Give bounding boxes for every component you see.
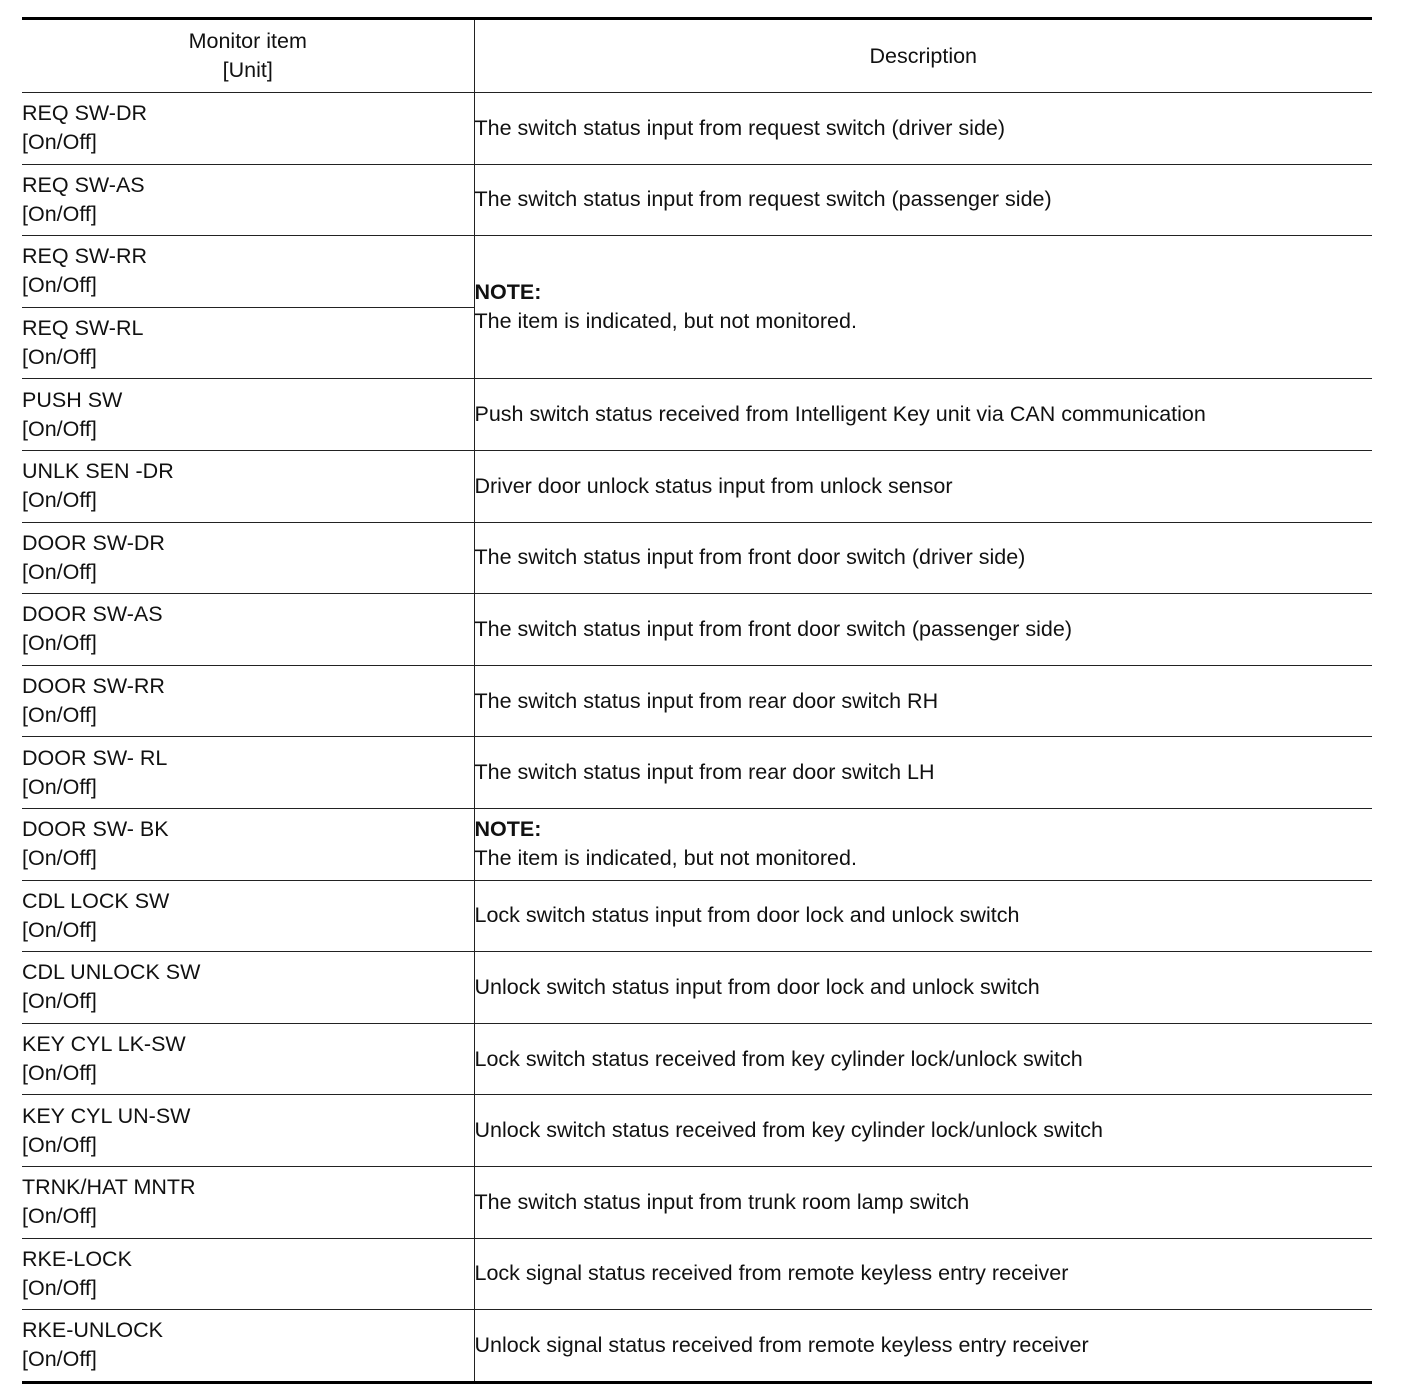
note-text: The item is indicated, but not monitored. [474, 309, 857, 334]
table-row [22, 93, 1372, 165]
table-row [22, 1238, 1372, 1310]
description-cell: The switch status input from request switch (passenger side) [474, 164, 1372, 236]
monitor-item-unit: [On/Off] [22, 488, 97, 513]
monitor-item-unit: [On/Off] [22, 846, 97, 871]
monitor-item-unit: [On/Off] [22, 917, 97, 942]
table-header-row [22, 19, 1372, 93]
monitor-item-unit: [On/Off] [22, 130, 97, 155]
monitor-item-unit: [On/Off] [22, 631, 97, 656]
monitor-item-name: RKE-UNLOCK [22, 1318, 163, 1343]
monitor-item-unit: [On/Off] [22, 1132, 97, 1157]
monitor-item-name: DOOR SW- BK [22, 817, 169, 842]
table-row [22, 522, 1372, 594]
monitor-item-unit: [On/Off] [22, 416, 97, 441]
description-cell: Driver door unlock status input from unlock sensor [474, 450, 1372, 522]
table-row [22, 1095, 1372, 1167]
monitor-item-cell [22, 1095, 474, 1167]
monitor-item-unit: [On/Off] [22, 1275, 97, 1300]
description-cell: Unlock switch status received from key cylinder lock/unlock switch [474, 1095, 1372, 1167]
table-row [22, 1166, 1372, 1238]
monitor-item-name: CDL LOCK SW [22, 888, 170, 913]
monitor-item-cell [22, 522, 474, 594]
monitor-item-name: TRNK/HAT MNTR [22, 1175, 196, 1200]
description-cell: Lock switch status received from key cylinder lock/unlock switch [474, 1023, 1372, 1095]
monitor-item-cell [22, 1310, 474, 1383]
description-cell: The switch status input from front door switch (driver side) [474, 522, 1372, 594]
monitor-item-name: REQ SW-DR [22, 101, 148, 126]
header-monitor-item-label: Monitor item [188, 29, 307, 53]
table-row [22, 952, 1372, 1024]
monitor-item-name: CDL UNLOCK SW [22, 960, 201, 985]
monitor-item-name: RKE-LOCK [22, 1246, 132, 1271]
monitor-item-name: REQ SW-AS [22, 172, 145, 197]
monitor-item-cell [22, 379, 474, 451]
monitor-item-name: DOOR SW- RL [22, 745, 168, 770]
table-row [22, 450, 1372, 522]
description-cell: The switch status input from request switch (driver side) [474, 93, 1372, 165]
monitor-item-unit: [On/Off] [22, 774, 97, 799]
monitor-item-cell [22, 236, 474, 308]
monitor-item-cell [22, 952, 474, 1024]
description-cell: The switch status input from front door switch (passenger side) [474, 594, 1372, 666]
header-monitor-item [22, 19, 474, 93]
note-cell [474, 808, 1372, 880]
table-row [22, 379, 1372, 451]
monitor-item-cell [22, 880, 474, 952]
table-row [22, 594, 1372, 666]
monitor-item-name: UNLK SEN -DR [22, 459, 174, 484]
monitor-item-unit: [On/Off] [22, 703, 97, 728]
table-row [22, 808, 1372, 880]
monitor-item-name: REQ SW-RR [22, 244, 148, 269]
table-row [22, 236, 1372, 308]
table-row [22, 1023, 1372, 1095]
monitor-item-unit: [On/Off] [22, 201, 97, 226]
table-row [22, 164, 1372, 236]
monitor-item-cell [22, 1238, 474, 1310]
monitor-item-cell [22, 1166, 474, 1238]
monitor-item-cell [22, 594, 474, 666]
description-cell: Lock signal status received from remote keyless entry receiver [474, 1238, 1372, 1310]
monitor-item-cell [22, 737, 474, 809]
note-cell [474, 236, 1372, 379]
header-unit-label: [Unit] [222, 58, 273, 82]
monitor-item-cell [22, 93, 474, 165]
description-cell: Push switch status received from Intelligent Key unit via CAN communication [474, 379, 1372, 451]
monitor-item-name: KEY CYL UN-SW [22, 1103, 191, 1128]
description-cell: Unlock signal status received from remote keyless entry receiver [474, 1310, 1372, 1383]
table-row [22, 880, 1372, 952]
note-text: The item is indicated, but not monitored. [474, 846, 857, 871]
monitor-item-cell [22, 665, 474, 737]
monitor-item-unit: [On/Off] [22, 989, 97, 1014]
description-cell: Lock switch status input from door lock and unlock switch [474, 880, 1372, 952]
monitor-item-cell [22, 307, 474, 379]
monitor-item-name: DOOR SW-DR [22, 530, 165, 555]
monitor-item-cell [22, 1023, 474, 1095]
description-cell: The switch status input from trunk room lamp switch [474, 1166, 1372, 1238]
monitor-item-unit: [On/Off] [22, 273, 97, 298]
monitor-table [22, 17, 1372, 1384]
monitor-item-cell [22, 164, 474, 236]
description-cell: The switch status input from rear door switch RH [474, 665, 1372, 737]
table-row [22, 1310, 1372, 1383]
monitor-item-name: DOOR SW-RR [22, 674, 165, 699]
header-description: Description [869, 43, 978, 68]
note-label: NOTE: [474, 817, 542, 842]
note-label: NOTE: [474, 280, 542, 305]
monitor-item-name: PUSH SW [22, 387, 123, 412]
monitor-item-unit: [On/Off] [22, 1061, 97, 1086]
monitor-item-unit: [On/Off] [22, 345, 97, 370]
table-row [22, 665, 1372, 737]
monitor-item-unit: [On/Off] [22, 1347, 97, 1372]
table-row [22, 737, 1372, 809]
description-cell: Unlock switch status input from door lock and unlock switch [474, 952, 1372, 1024]
monitor-item-name: REQ SW-RL [22, 316, 144, 341]
monitor-item-unit: [On/Off] [22, 559, 97, 584]
monitor-item-cell [22, 808, 474, 880]
monitor-item-cell [22, 450, 474, 522]
description-cell: The switch status input from rear door switch LH [474, 737, 1372, 809]
monitor-item-unit: [On/Off] [22, 1204, 97, 1229]
monitor-item-name: KEY CYL LK-SW [22, 1032, 186, 1057]
monitor-item-name: DOOR SW-AS [22, 602, 163, 627]
